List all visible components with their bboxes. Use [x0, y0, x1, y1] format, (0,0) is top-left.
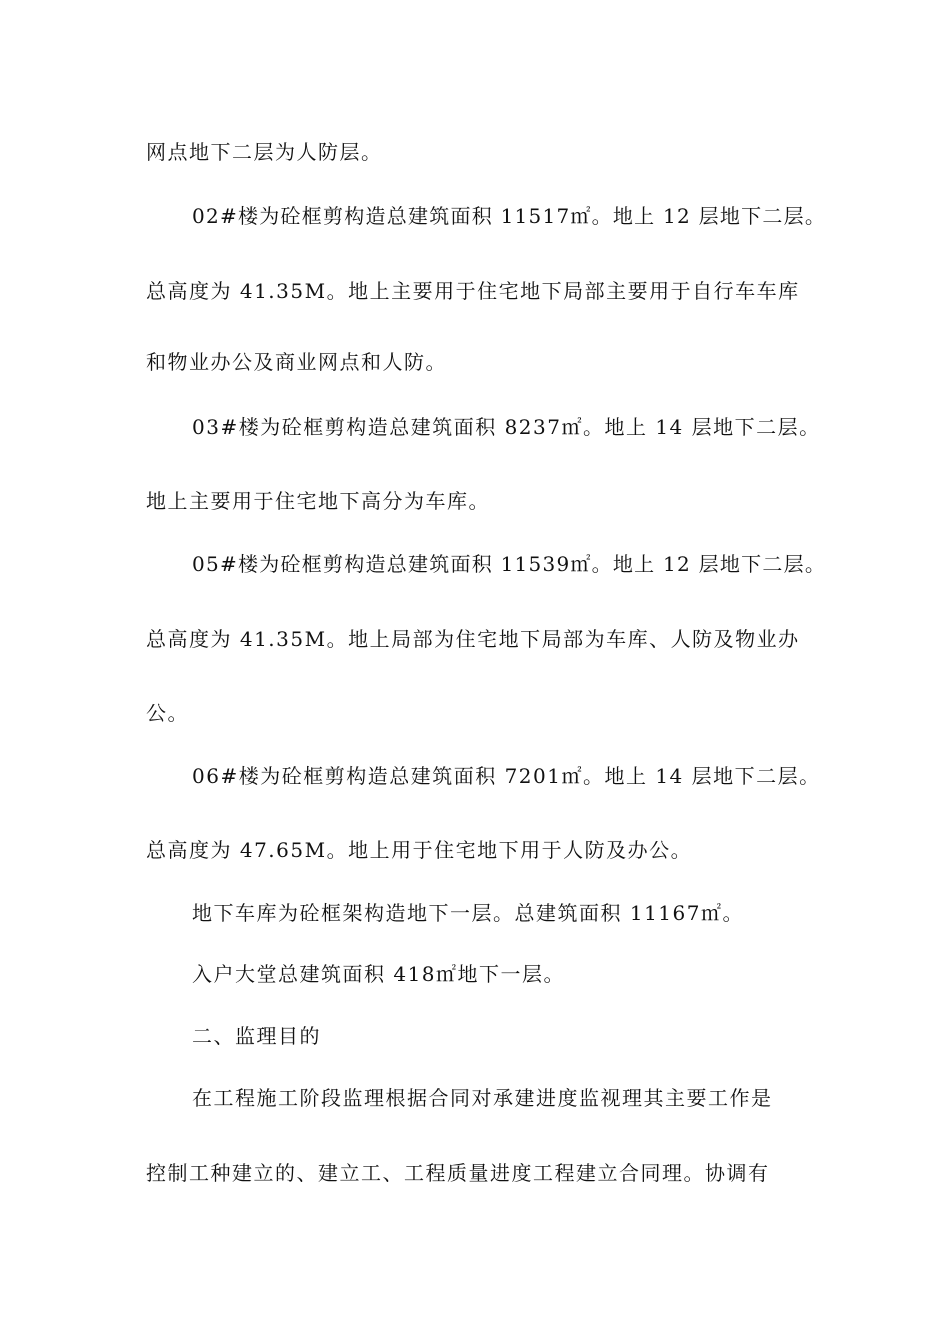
text-line-8: 总高度为 41.35M。地上局部为住宅地下局部为车库、人防及物业办 — [146, 627, 800, 651]
text-line-4: 和物业办公及商业网点和人防。 — [146, 350, 447, 374]
text-line-10: 06#楼为砼框剪构造总建筑面积 7201㎡。地上 14 层地下二层。 — [192, 764, 821, 788]
text-line-6: 地上主要用于住宅地下高分为车库。 — [146, 489, 490, 513]
text-line-12: 地下车库为砼框架构造地下一层。总建筑面积 11167㎡。 — [192, 901, 744, 925]
text-line-7: 05#楼为砼框剪构造总建筑面积 11539㎡。地上 12 层地下二层。 — [192, 552, 827, 576]
text-line-11: 总高度为 47.65M。地上用于住宅地下用于人防及办公。 — [146, 838, 693, 862]
text-line-1: 网点地下二层为人防层。 — [146, 140, 383, 164]
text-line-13: 入户大堂总建筑面积 418㎡地下一层。 — [192, 962, 566, 986]
text-line-3: 总高度为 41.35M。地上主要用于住宅地下局部主要用于自行车车库 — [146, 279, 800, 303]
text-line-9: 公。 — [146, 701, 189, 725]
text-line-5: 03#楼为砼框剪构造总建筑面积 8237㎡。地上 14 层地下二层。 — [192, 415, 821, 439]
text-line-2: 02#楼为砼框剪构造总建筑面积 11517㎡。地上 12 层地下二层。 — [192, 204, 827, 228]
section-heading: 二、监理目的 — [192, 1024, 321, 1048]
text-line-16: 控制工种建立的、建立工、工程质量进度工程建立合同理。协调有 — [146, 1161, 770, 1185]
text-line-15: 在工程施工阶段监理根据合同对承建进度监视理其主要工作是 — [192, 1086, 773, 1110]
